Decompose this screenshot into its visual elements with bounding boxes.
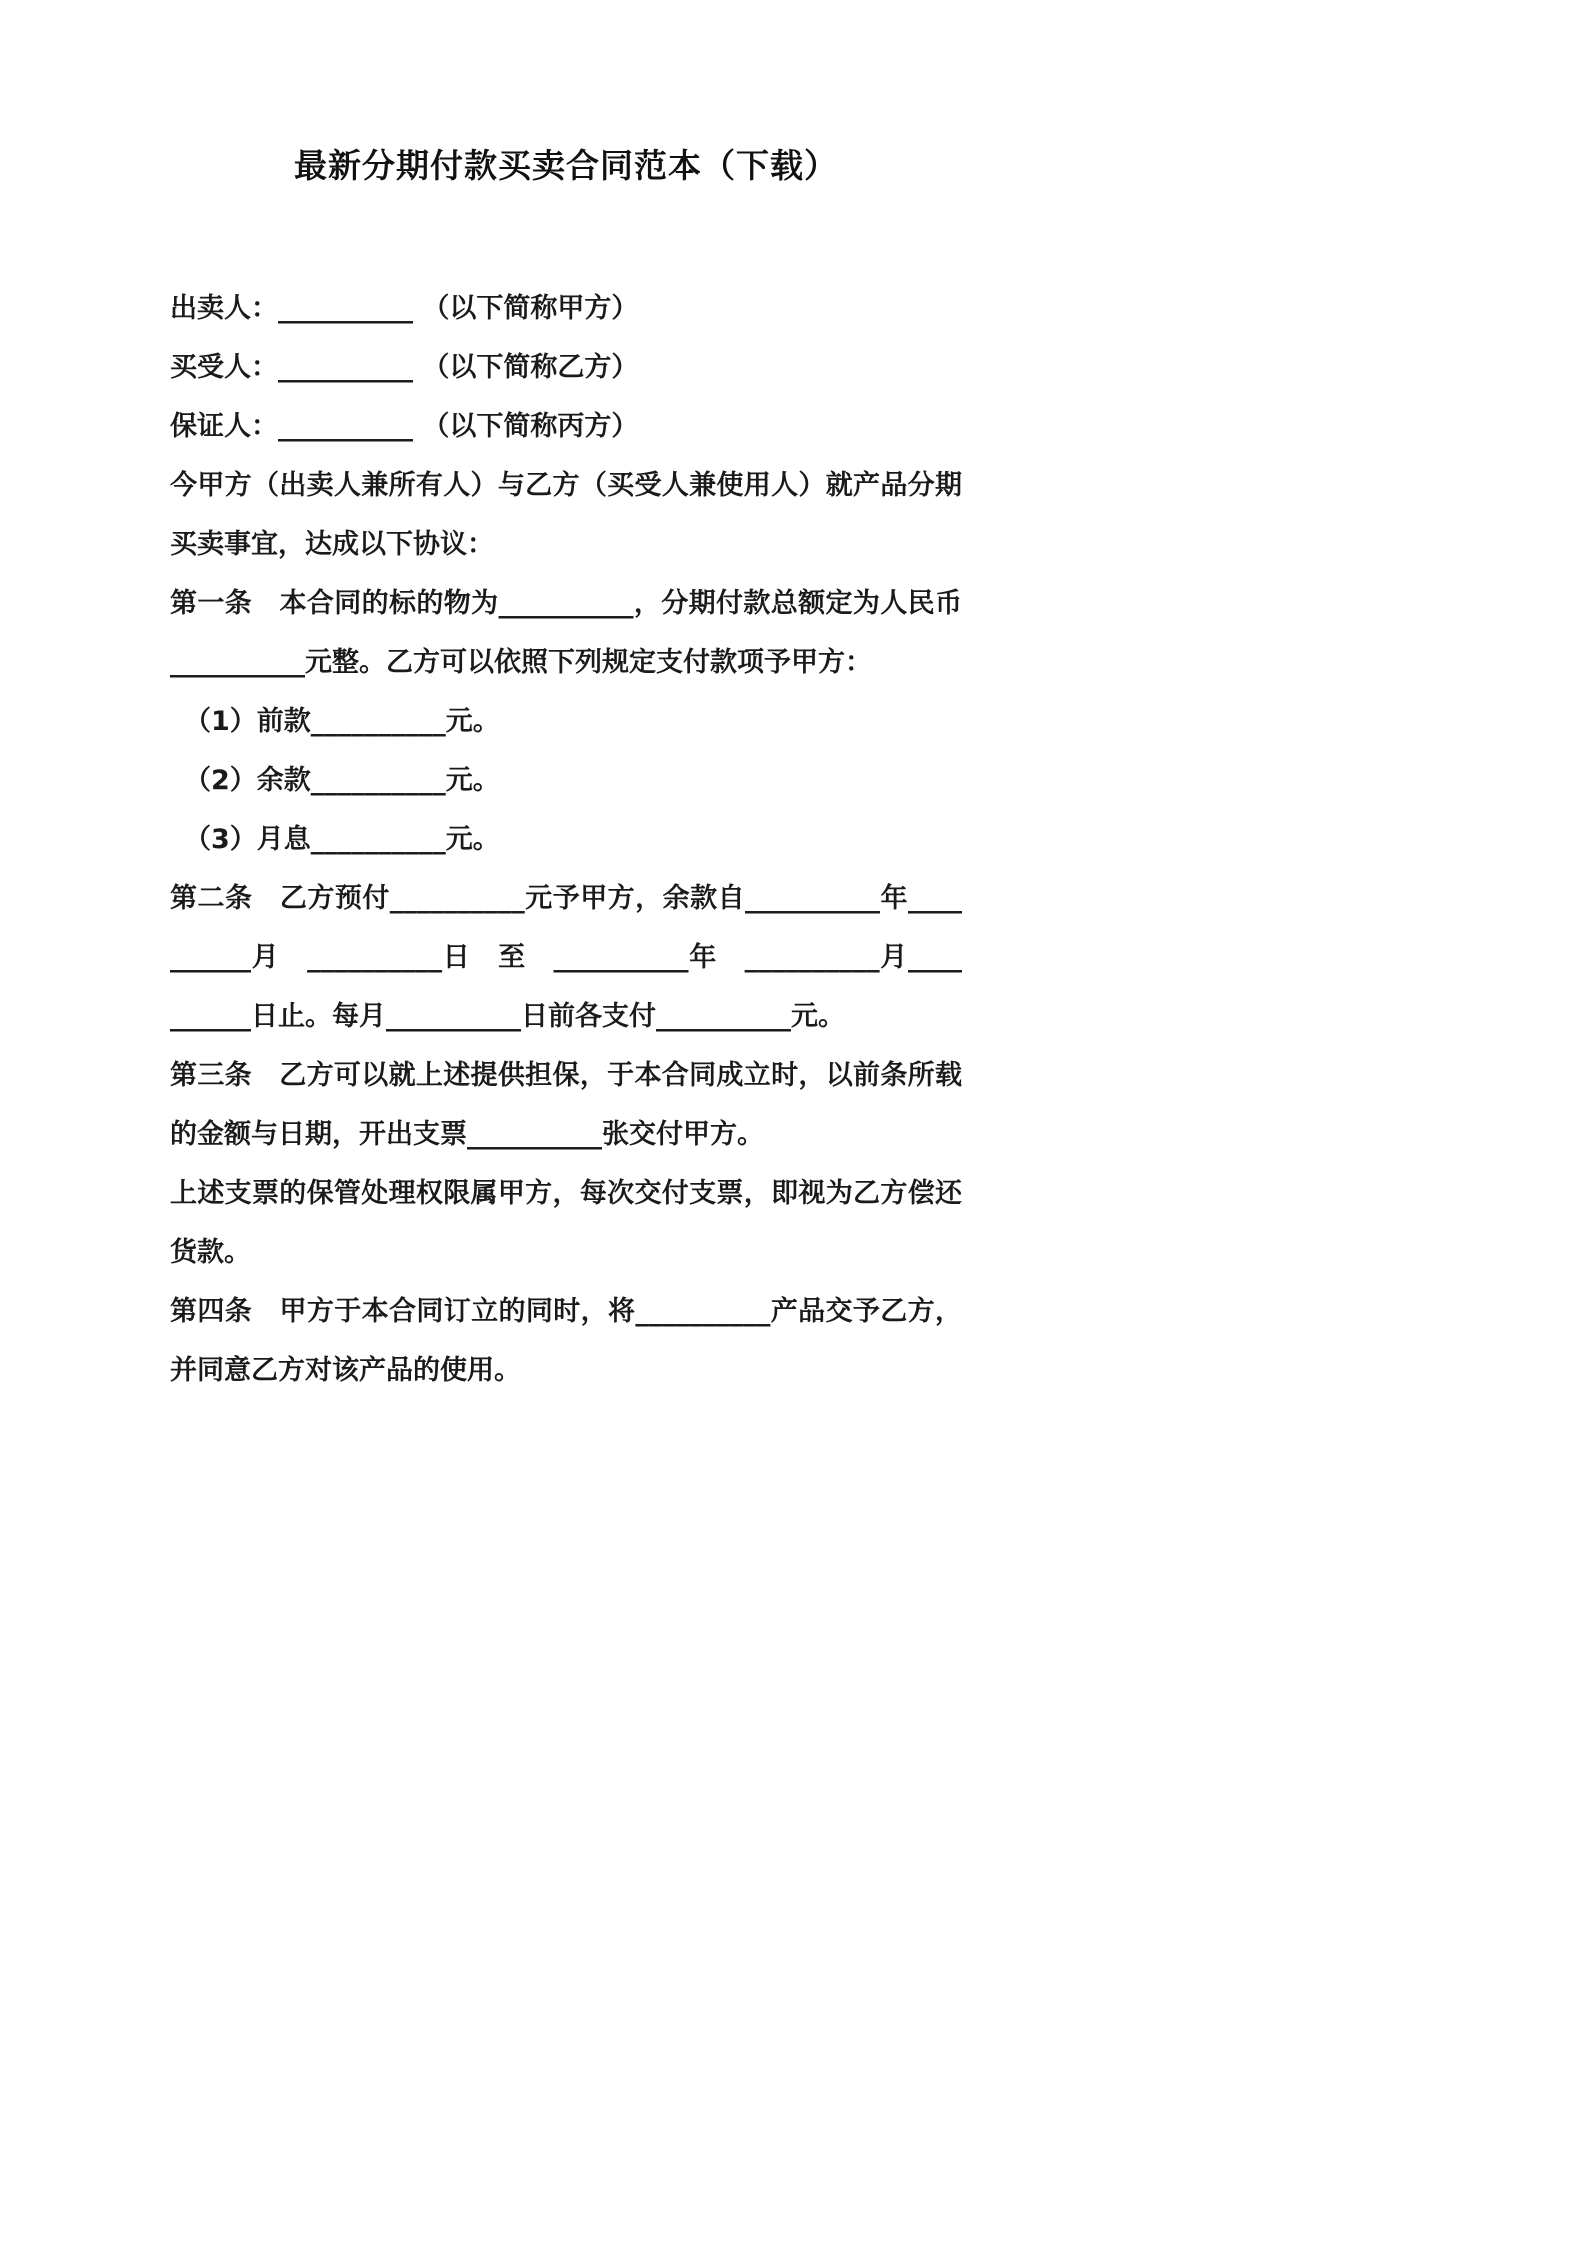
- article-3-note-paragraph: 上述支票的保管处理权限属甲方，每次交付支票，即视为乙方偿还货款。: [170, 1178, 962, 1268]
- article-4-paragraph: 第四条 甲方于本合同订立的同时，将__________产品交予乙方，并同意乙方对该产品的使用。: [170, 1296, 962, 1386]
- article-1-item-3: （3）月息__________元。: [184, 824, 500, 855]
- article-2-paragraph: 第二条 乙方预付__________元予甲方，余款自__________年__________月 __________日 至 __________年 __________月__________日止。每月__________日前各支付__________元。: [170, 883, 962, 1032]
- article-3-paragraph: 第三条 乙方可以就上述提供担保，于本合同成立时，以前条所载的金额与日期，开出支票__________张交付甲方。: [170, 1060, 962, 1150]
- article-1-item-1: （1）前款__________元。: [184, 706, 500, 737]
- document-body: [170, 279, 962, 1400]
- party-seller-line: 出卖人：__________ （以下简称甲方）: [170, 293, 639, 324]
- preamble-paragraph: 今甲方（出卖人兼所有人）与乙方（买受人兼使用人）就产品分期买卖事宜，达成以下协议：: [170, 470, 962, 560]
- party-guarantor-line: 保证人：__________ （以下简称丙方）: [170, 411, 639, 442]
- document-title: 最新分期付款买卖合同范本（下载）: [294, 146, 838, 185]
- party-buyer-line: 买受人：__________ （以下简称乙方）: [170, 352, 639, 383]
- article-1-paragraph: 第一条 本合同的标的物为__________，分期付款总额定为人民币__________元整。乙方可以依照下列规定支付款项予甲方：: [170, 588, 962, 678]
- article-1-item-2: （2）余款__________元。: [184, 765, 500, 796]
